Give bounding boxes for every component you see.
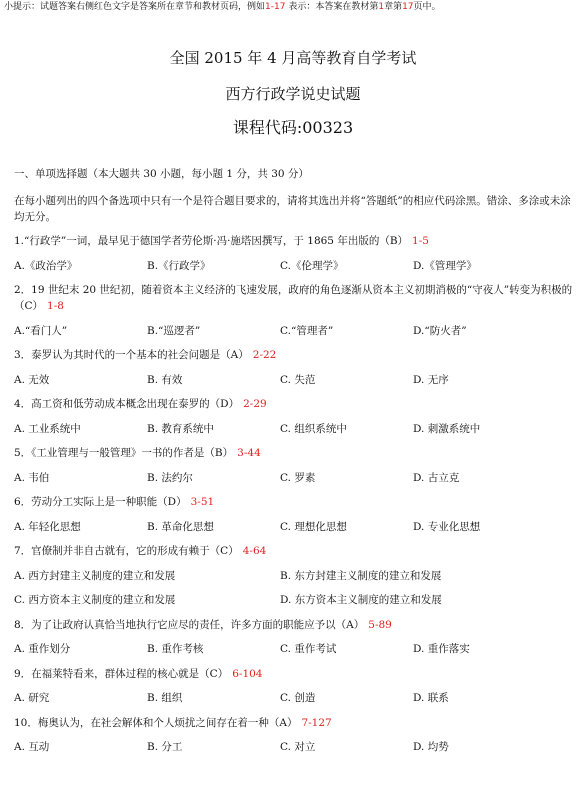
- section-title: 一、单项选择题（本大题共 30 小题，每小题 1 分，共 30 分）: [14, 168, 309, 180]
- answer-option: B. 重作考核: [147, 643, 204, 655]
- course-code: 课程代码:00323: [232, 118, 354, 137]
- question-text: 1.“行政学”一词，最早见于德国学者劳伦斯·冯·施塔因撰写，于 1865 年出版的（B）: [14, 235, 409, 247]
- question-list: [14, 233, 580, 755]
- option-list: [14, 519, 580, 535]
- answer-option: C. 重作考试: [280, 643, 337, 655]
- question-item: [14, 617, 580, 658]
- answer-option: C. 罗素: [280, 471, 316, 484]
- answer-page-ref: 1-5: [412, 235, 429, 247]
- answer-option: A. 互动: [14, 741, 50, 753]
- answer-option: C. 创造: [280, 692, 316, 704]
- answer-option: B.《行政学》: [147, 259, 211, 272]
- hint-prefix: 小提示：试题答案右侧红色文字是答案所在章节和教材页码，例如: [4, 2, 266, 12]
- question-item: [14, 396, 580, 437]
- answer-option: A. 研究: [14, 692, 50, 704]
- question-text: 4．高工资和低劳动成本概念出现在泰罗的（D）: [14, 398, 240, 410]
- question-text: 3．泰罗认为其时代的一个基本的社会问题是（A）: [14, 349, 249, 361]
- answer-option: A. 重作划分: [14, 643, 71, 655]
- answer-option: D. 重作落实: [413, 643, 470, 655]
- answer-option: B.“巡逻者”: [147, 324, 201, 337]
- answer-page-ref: 4-64: [242, 545, 267, 557]
- answer-option: D. 古立克: [413, 471, 460, 484]
- exam-body: [14, 166, 580, 764]
- answer-option: C. 西方资本主义制度的建立和发展: [14, 594, 176, 606]
- question-item: [14, 494, 580, 535]
- question-text: 8．为了让政府认真恰当地执行它应尽的责任，许多方面的职能应予以（A）: [14, 618, 365, 631]
- answer-hint-banner: [4, 1, 584, 13]
- question-stem: [14, 282, 580, 314]
- exam-subject: 西方行政学说史试题: [225, 85, 361, 103]
- question-stem: [14, 396, 580, 412]
- question-item: [14, 347, 580, 388]
- option-list: [14, 641, 580, 657]
- question-stem: [14, 494, 580, 510]
- option-list: [14, 258, 580, 274]
- option-list: [14, 323, 580, 339]
- answer-option: A.《政治学》: [14, 259, 78, 272]
- question-stem: [14, 347, 580, 363]
- answer-page-ref: 3-51: [190, 496, 215, 508]
- answer-option: D. 无序: [413, 373, 449, 386]
- answer-option: A.“看门人”: [14, 324, 68, 337]
- answer-page-ref: 5-89: [368, 618, 392, 631]
- answer-option: A. 韦伯: [14, 471, 50, 484]
- answer-option: B. 有效: [147, 373, 183, 386]
- answer-option: A. 工业系统中: [14, 422, 81, 435]
- option-list: [14, 372, 580, 388]
- answer-option: C. 组织系统中: [280, 422, 347, 435]
- option-list: [14, 690, 580, 706]
- hint-example-ref: 1-17: [265, 2, 286, 12]
- option-list: [14, 568, 580, 609]
- question-stem: [14, 715, 580, 731]
- hint-suffix: 页中。: [413, 2, 441, 12]
- answer-page-ref: 2-29: [243, 398, 267, 410]
- question-item: [14, 543, 580, 608]
- hint-chapter: 1: [378, 2, 385, 12]
- option-list: [14, 739, 580, 755]
- answer-page-ref: 1-8: [47, 300, 64, 312]
- question-item: [14, 715, 580, 756]
- answer-option: A. 西方封建主义制度的建立和发展: [14, 569, 176, 582]
- answer-page-ref: 3-44: [237, 447, 261, 459]
- question-item: [14, 445, 580, 486]
- question-text: 9．在福莱特看来，群体过程的核心就是（C）: [14, 667, 229, 680]
- answer-page-ref: 6-104: [232, 667, 263, 680]
- answer-option: C. 对立: [280, 741, 316, 753]
- answer-option: D.《管理学》: [413, 259, 477, 272]
- answer-option: D. 专业化思想: [413, 520, 481, 533]
- answer-option: A. 年轻化思想: [14, 520, 81, 533]
- answer-option: D.“防火者”: [413, 324, 467, 337]
- answer-option: D. 联系: [413, 692, 449, 704]
- answer-page-ref: 7-127: [301, 716, 332, 729]
- question-stem: [14, 543, 580, 559]
- answer-option: C.“管理者”: [280, 324, 334, 337]
- question-text: 5．《工业管理与一般管理》一书的作者是（B）: [14, 447, 234, 459]
- question-stem: [14, 617, 580, 633]
- answer-option: C.《伦理学》: [280, 259, 344, 272]
- answer-page-ref: 2-22: [252, 349, 277, 361]
- answer-option: D. 均势: [413, 741, 449, 753]
- option-list: [14, 421, 580, 437]
- option-list: [14, 470, 580, 486]
- question-text: 6．劳动分工实际上是一种职能（D）: [14, 496, 187, 508]
- answer-option: B. 革命化思想: [147, 520, 214, 533]
- question-stem: [14, 233, 580, 249]
- question-text: 10．梅奥认为，在社会解体和个人烦扰之间存在着一种（A）: [14, 716, 298, 729]
- hint-page: 17: [402, 2, 414, 12]
- hint-middle: 表示：本答案在教材第: [285, 2, 379, 12]
- question-item: [14, 282, 580, 339]
- answer-option: D. 东方资本主义制度的建立和发展: [280, 594, 442, 606]
- answer-option: B. 分工: [147, 741, 183, 753]
- answer-option: C. 失范: [280, 373, 316, 386]
- answer-option: B. 组织: [147, 692, 183, 704]
- question-item: [14, 666, 580, 707]
- exam-title: 全国 2015 年 4 月高等教育自学考试: [169, 49, 417, 67]
- question-text: 2．19 世纪末 20 世纪初，随着资本主义经济的飞速发展，政府的角色逐渐从资本主义初期消极的“守夜人”转变为积极的（C）: [14, 284, 573, 312]
- question-stem: [14, 666, 580, 682]
- answer-option: A. 无效: [14, 373, 50, 386]
- answer-option: B. 东方封建主义制度的建立和发展: [280, 569, 442, 582]
- question-text: 7．官僚制并非自古就有，它的形成有赖于（C）: [14, 545, 239, 557]
- answer-option: B. 法约尔: [147, 471, 193, 484]
- section-instruction: 在每小题列出的四个备选项中只有一个是符合题目要求的，请将其选出并将“答题纸”的相应代码涂黑。错涂、多涂或未涂均无分。: [14, 195, 571, 223]
- answer-option: D. 刺激系统中: [413, 422, 481, 435]
- question-item: [14, 233, 580, 274]
- answer-option: C. 理想化思想: [280, 520, 347, 533]
- question-stem: [14, 445, 580, 461]
- answer-option: B. 教育系统中: [147, 422, 214, 435]
- hint-chapter-suffix: 章第: [384, 2, 403, 12]
